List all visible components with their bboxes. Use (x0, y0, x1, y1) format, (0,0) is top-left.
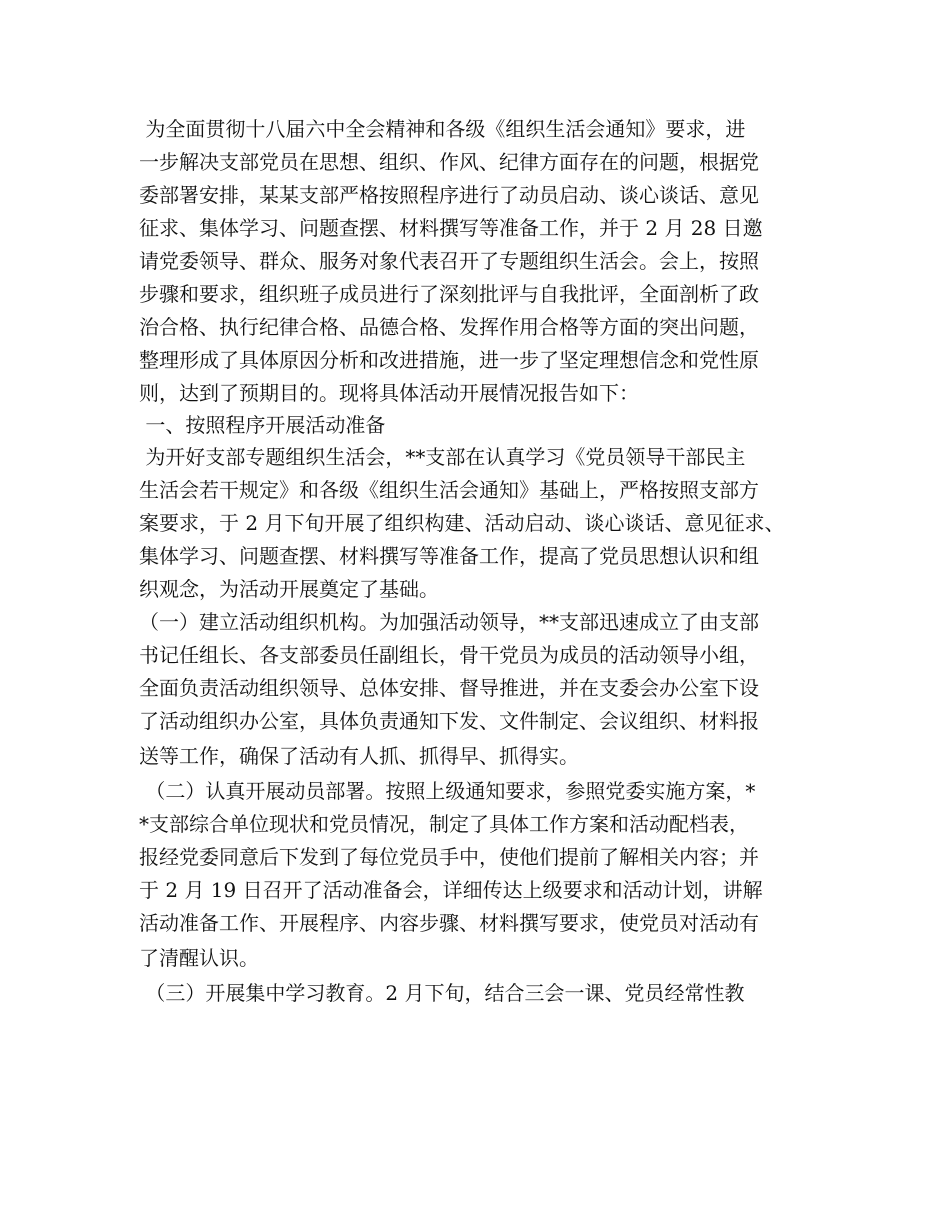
paragraph-line: （二）认真开展动员部署。按照上级通知要求，参照党委实施方案，* (139, 779, 756, 803)
paragraph-line: 生活会若干规定》和各级《组织生活会通知》基础上，严格按照支部方 (139, 478, 759, 502)
paragraph-line: 活动准备工作、开展程序、内容步骤、材料撰写要求，使党员对活动有 (139, 911, 759, 935)
paragraph-line: 了清醒认识。 (139, 946, 259, 970)
paragraph-line: 送等工作，确保了活动有人抓、抓得早、抓得实。 (139, 744, 579, 768)
paragraph-line: 委部署安排，某某支部严格按照程序进行了动员启动、谈心谈话、意见 (139, 183, 759, 207)
paragraph-line: （一）建立活动组织机构。为加强活动领导，**支部迅速成立了由支部 (139, 610, 759, 634)
paragraph-line: 了活动组织办公室，具体负责通知下发、文件制定、会议组织、材料报 (139, 709, 759, 733)
paragraph-line: 集体学习、问题查摆、材料撰写等准备工作，提高了党员思想认识和组 (139, 544, 759, 568)
paragraph-line: 治合格、执行纪律合格、品德合格、发挥作用合格等方面的突出问题， (139, 315, 759, 339)
paragraph-line: 为开好支部专题组织生活会，**支部在认真学习《党员领导干部民主 (139, 445, 746, 469)
paragraph-line: 织观念，为活动开展奠定了基础。 (139, 577, 439, 601)
document-body (139, 113, 829, 1010)
paragraph-line: （三）开展集中学习教育。2 月下旬，结合三会一课、党员经常性教 (139, 981, 745, 1005)
section-heading: 一、按照程序开展活动准备 (139, 413, 386, 437)
paragraph-line: 则，达到了预期目的。现将具体活动开展情况报告如下： (139, 381, 639, 405)
paragraph-line: 全面负责活动组织领导、总体安排、督导推进，并在支委会办公室下设 (139, 676, 759, 700)
paragraph-line: 案要求，于 2 月下旬开展了组织构建、活动启动、谈心谈话、意见征求、 (139, 511, 785, 535)
paragraph-line: 为全面贯彻十八届六中全会精神和各级《组织生活会通知》要求，进 (139, 117, 746, 141)
paragraph-line: 一步解决支部党员在思想、组织、作风、纪律方面存在的问题，根据党 (139, 150, 759, 174)
paragraph-line: 报经党委同意后下发到了每位党员手中，使他们提前了解相关内容；并 (139, 845, 759, 869)
paragraph-line: *支部综合单位现状和党员情况，制定了具体工作方案和活动配档表， (139, 812, 749, 836)
paragraph-line: 步骤和要求，组织班子成员进行了深刻批评与自我批评，全面剖析了政 (139, 282, 759, 306)
paragraph-line: 整理形成了具体原因分析和改进措施，进一步了坚定理想信念和党性原 (139, 348, 759, 372)
paragraph-line: 征求、集体学习、问题查摆、材料撰写等准备工作，并于 2 月 28 日邀 (139, 216, 763, 240)
paragraph-line: 于 2 月 19 日召开了活动准备会，详细传达上级要求和活动计划，讲解 (139, 878, 763, 902)
paragraph-line: 请党委领导、群众、服务对象代表召开了专题组织生活会。会上，按照 (139, 249, 759, 273)
paragraph-line: 书记任组长、各支部委员任副组长，骨干党员为成员的活动领导小组， (139, 643, 759, 667)
